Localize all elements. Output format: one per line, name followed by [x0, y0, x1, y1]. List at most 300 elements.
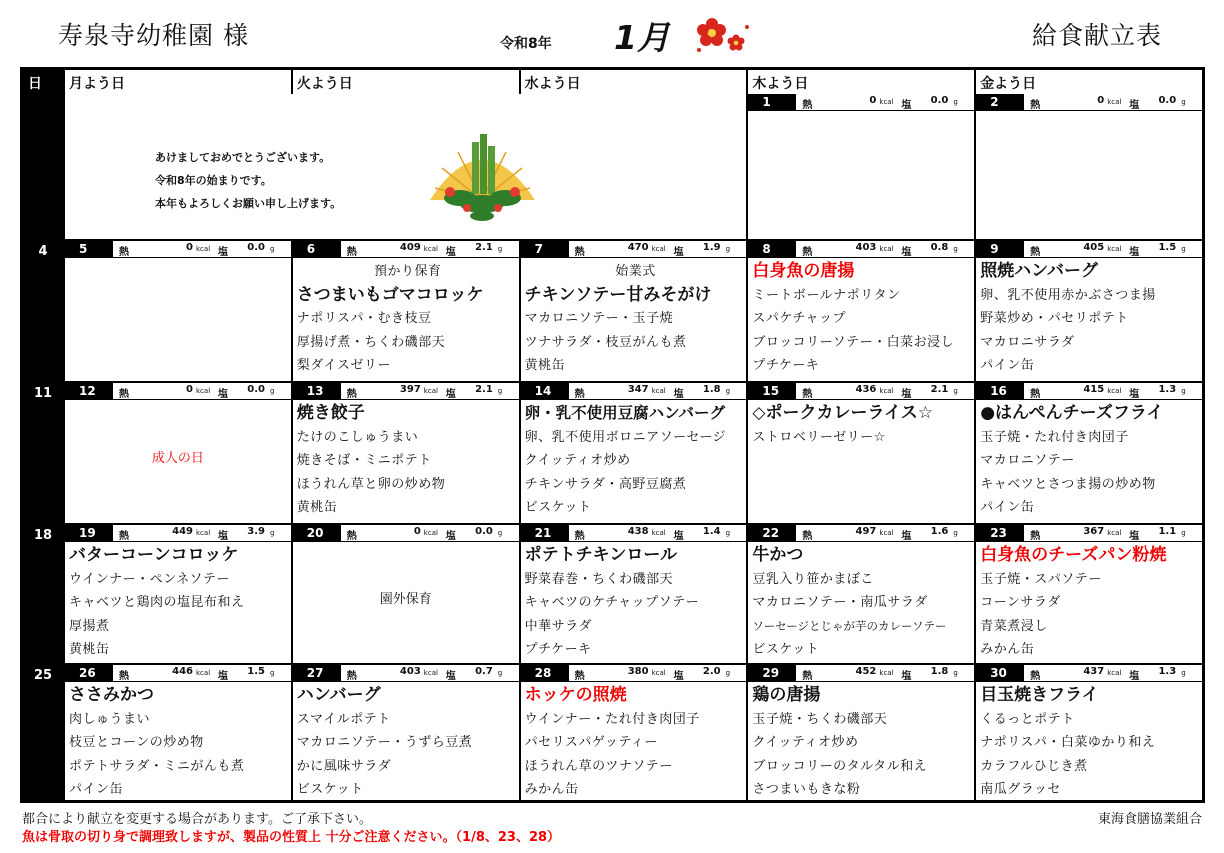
main-dish: 白身魚のチーズパン粉焼	[980, 545, 1167, 565]
main-dish: ホッケの照焼	[524, 685, 627, 705]
salt-label: 塩	[1129, 531, 1140, 542]
day-number: 16	[976, 383, 1024, 399]
kcal-value: 497	[855, 526, 877, 537]
salt-value: 1.4	[702, 526, 721, 537]
salt-label: 塩	[673, 671, 684, 682]
side-dish: 厚揚煮	[69, 618, 110, 634]
kcal-label: 熱	[802, 531, 813, 542]
day-number: 15	[748, 383, 796, 399]
kcal-label: 熱	[1030, 671, 1041, 682]
salt-unit: g	[725, 245, 731, 253]
side-dish: 卵、乳不使用赤かぶさつま揚	[980, 287, 1156, 303]
side-dish: クイッティオ炒め	[524, 453, 631, 468]
kcal-label: 熱	[802, 671, 813, 682]
side-dish: パイン缶	[980, 500, 1035, 515]
side-dish: マカロニソテー・うずら豆煮	[296, 735, 473, 750]
kcal-label: 熱	[574, 389, 585, 400]
week-row	[23, 383, 1202, 523]
kcal-unit: kcal	[1107, 529, 1122, 537]
day-number: 6	[293, 241, 341, 257]
menu-items	[748, 111, 974, 113]
menu-items	[293, 400, 519, 520]
sunday-date: 4	[23, 241, 63, 381]
day-number: 13	[293, 383, 341, 399]
weekday-header-sunday: 日	[23, 70, 63, 94]
day-cell	[291, 665, 519, 800]
nutrition-bar	[521, 665, 747, 682]
kcal-unit: kcal	[651, 245, 666, 253]
nutrition-bar	[521, 241, 747, 258]
menu-items	[748, 542, 974, 662]
day-number: 9	[976, 241, 1024, 257]
greeting-line: 本年もよろしくお願い申し上げます。	[155, 197, 342, 210]
salt-unit: g	[1181, 387, 1186, 395]
salt-label: 塩	[1129, 389, 1140, 400]
kcal-label: 熱	[802, 247, 813, 258]
day-number: 19	[65, 525, 113, 541]
day-number: 7	[521, 241, 569, 257]
side-dish: パイン缶	[69, 782, 124, 797]
kcal-label: 熱	[1030, 531, 1041, 542]
page-header	[0, 0, 1224, 66]
weekday-header: 水よう日	[519, 70, 747, 94]
day-number: 21	[521, 525, 569, 541]
kcal-value: 470	[627, 242, 649, 253]
salt-label: 塩	[673, 247, 684, 258]
salt-unit: g	[953, 245, 958, 253]
salt-unit: g	[953, 669, 958, 677]
kcal-unit: kcal	[196, 245, 211, 253]
kcal-value: 436	[855, 384, 877, 395]
day-cell	[519, 665, 747, 800]
side-dish: ツナサラダ・枝豆がんも煮	[524, 334, 687, 350]
salt-value: 0.0	[247, 242, 265, 253]
side-dish: 黄桃缶	[69, 642, 110, 657]
day-cell	[519, 525, 747, 663]
kcal-unit: kcal	[879, 387, 894, 395]
nutrition-bar	[748, 383, 974, 400]
kcal-value: 449	[172, 526, 193, 537]
side-dish: 玉子焼・スパソテー	[980, 571, 1102, 587]
side-dish: ビスケット	[524, 500, 592, 515]
side-dish: ブロッコリーのタルタル和え	[752, 758, 928, 774]
event-note: 始業式	[615, 264, 656, 279]
salt-value: 0.0	[930, 95, 949, 106]
kcal-unit: kcal	[423, 387, 438, 395]
greeting-text	[155, 146, 341, 215]
main-dish: 焼き餃子	[296, 403, 365, 423]
salt-label: 塩	[218, 247, 228, 258]
side-dish: カラフルひじき煮	[980, 758, 1088, 774]
main-dish: ポテトチキンロール	[524, 545, 678, 565]
salt-value: 1.1	[1158, 526, 1177, 537]
side-dish: ほうれん草のツナソテー	[524, 758, 673, 774]
kcal-value: 0	[869, 95, 877, 106]
salt-value: 2.0	[702, 666, 721, 677]
day-cell	[63, 241, 291, 381]
main-dish: 目玉焼きフライ	[980, 685, 1099, 705]
kcal-label: 熱	[346, 389, 357, 400]
day-number: 22	[748, 525, 796, 541]
salt-unit: g	[497, 387, 503, 395]
kcal-label: 熱	[346, 671, 357, 682]
salt-value: 1.3	[1158, 384, 1177, 395]
day-cell	[974, 665, 1202, 800]
day-number: 23	[976, 525, 1024, 541]
plum-blossom-icon	[690, 14, 754, 54]
salt-label: 塩	[1129, 247, 1140, 258]
organization-name: 東海食膳協業組合	[1097, 812, 1202, 827]
day-number: 20	[293, 525, 341, 541]
side-dish: クイッティオ炒め	[752, 735, 859, 750]
day-number: 8	[748, 241, 796, 257]
salt-value: 0.0	[1158, 95, 1177, 106]
salt-unit: g	[725, 529, 731, 537]
kcal-label: 熱	[802, 100, 813, 111]
footer-note: 都合により献立を変更する場合があります。ご了承下さい。	[22, 812, 372, 827]
main-dish: さつまいもゴマコロッケ	[296, 284, 484, 305]
day-cell	[746, 94, 974, 239]
week-row	[23, 241, 1202, 381]
side-dish: マカロニサラダ	[980, 334, 1075, 350]
day-number: 30	[976, 665, 1024, 681]
menu-items	[976, 542, 1202, 662]
salt-value: 1.8	[930, 666, 949, 677]
month-title: 1月	[614, 18, 670, 57]
salt-unit: g	[1181, 98, 1186, 106]
menu-items	[976, 682, 1202, 800]
side-dish: 厚揚げ煮・ちくわ磯部天	[296, 334, 446, 350]
day-number: 29	[748, 665, 796, 681]
menu-items	[748, 258, 974, 378]
nutrition-bar	[293, 525, 519, 542]
kcal-value: 403	[399, 666, 421, 677]
salt-label: 塩	[901, 247, 912, 258]
salt-value: 1.5	[247, 666, 265, 677]
nutrition-bar	[521, 383, 747, 400]
menu-items	[521, 682, 747, 800]
kcal-value: 380	[627, 666, 649, 677]
side-dish: ナポリスパ・白菜ゆかり和え	[980, 735, 1156, 750]
kcal-unit: kcal	[651, 529, 666, 537]
sunday-date: 25	[23, 665, 63, 800]
salt-value: 0.0	[475, 526, 493, 537]
salt-label: 塩	[445, 531, 456, 542]
kcal-value: 397	[399, 384, 421, 395]
sunday-date: 18	[23, 525, 63, 663]
side-dish: 玉子焼・ちくわ磯部天	[752, 711, 888, 727]
main-dish: チキンソテー甘みそがけ	[524, 284, 712, 305]
nutrition-bar	[65, 241, 291, 258]
nutrition-bar	[521, 525, 747, 542]
nutrition-bar	[976, 665, 1202, 682]
side-dish: 中華サラダ	[524, 618, 592, 634]
side-dish: かに風味サラダ	[296, 758, 392, 774]
weekday-header-row	[23, 70, 1202, 94]
salt-label: 塩	[445, 671, 456, 682]
nutrition-bar	[748, 241, 974, 258]
menu-items	[293, 682, 519, 800]
day-cell	[974, 525, 1202, 663]
menu-calendar	[20, 67, 1205, 803]
kcal-value: 0	[413, 526, 421, 537]
sunday-date: 11	[23, 383, 63, 523]
menu-items	[748, 400, 974, 449]
nutrition-bar	[976, 94, 1202, 111]
nutrition-bar	[748, 665, 974, 682]
kcal-label: 熱	[802, 389, 813, 400]
nutrition-bar	[65, 383, 291, 400]
kcal-unit: kcal	[879, 245, 894, 253]
salt-value: 2.1	[930, 384, 949, 395]
salt-unit: g	[953, 387, 958, 395]
nutrition-bar	[976, 241, 1202, 258]
side-dish: マカロニソテー・玉子焼	[524, 311, 674, 326]
kcal-unit: kcal	[423, 669, 438, 677]
side-dish: ブロッコリーソテー・白菜お浸し	[752, 334, 955, 350]
side-dish: 青菜煮浸し	[980, 618, 1048, 634]
nutrition-bar	[65, 525, 291, 542]
salt-unit: g	[270, 529, 275, 537]
salt-label: 塩	[218, 671, 228, 682]
kcal-value: 446	[172, 666, 193, 677]
kcal-unit: kcal	[196, 387, 211, 395]
kcal-label: 熱	[1030, 100, 1041, 111]
side-dish: パセリスパゲッティー	[524, 735, 658, 750]
side-dish: 肉しゅうまい	[69, 711, 151, 727]
menu-items	[976, 400, 1202, 520]
salt-value: 1.3	[1158, 666, 1177, 677]
special-event-label: 成人の日	[151, 451, 204, 466]
side-dish: みかん缶	[980, 642, 1035, 657]
kcal-unit: kcal	[196, 669, 211, 677]
main-dish: 照焼ハンバーグ	[980, 261, 1098, 281]
salt-label: 塩	[1129, 671, 1140, 682]
era-year: 令和8年	[500, 36, 552, 52]
kcal-label: 熱	[119, 247, 129, 258]
day-cell	[974, 383, 1202, 523]
menu-items	[65, 682, 291, 800]
day-number: 27	[293, 665, 341, 681]
kadomatsu-icon	[420, 130, 545, 222]
salt-label: 塩	[673, 531, 684, 542]
side-dish: 焼きそば・ミニポテト	[296, 453, 432, 468]
salt-value: 1.8	[702, 384, 721, 395]
kcal-label: 熱	[119, 671, 129, 682]
side-dish: ウインナー・ペンネソテー	[69, 571, 230, 587]
document-title: 給食献立表	[1031, 21, 1162, 50]
salt-value: 2.1	[475, 384, 493, 395]
salt-value: 3.9	[247, 526, 265, 537]
side-dish: パイン缶	[980, 358, 1035, 373]
kcal-value: 0	[186, 384, 193, 395]
main-dish: 鶏の唐揚	[752, 685, 821, 705]
side-dish: プチケーキ	[524, 642, 592, 657]
menu-items	[521, 400, 747, 520]
salt-value: 1.9	[702, 242, 721, 253]
kcal-label: 熱	[346, 531, 357, 542]
day-number: 28	[521, 665, 569, 681]
main-dish: ハンバーグ	[296, 685, 381, 705]
kcal-unit: kcal	[651, 669, 666, 677]
menu-items	[293, 258, 519, 378]
side-dish: マカロニソテー	[980, 453, 1075, 468]
kcal-unit: kcal	[196, 529, 211, 537]
day-cell	[291, 525, 519, 663]
side-dish: スパケチャップ	[752, 311, 846, 326]
side-dish: 卵、乳不使用ボロニアソーセージ	[524, 429, 727, 445]
side-dish: 黄桃缶	[524, 358, 566, 373]
nutrition-bar	[976, 383, 1202, 400]
kcal-value: 405	[1083, 242, 1105, 253]
salt-label: 塩	[901, 531, 912, 542]
salt-unit: g	[725, 387, 731, 395]
menu-items	[521, 542, 747, 662]
kcal-value: 437	[1083, 666, 1105, 677]
side-dish: 豆乳入り笹かまぼこ	[752, 571, 874, 587]
kcal-value: 0	[186, 242, 193, 253]
side-dish: 南瓜グラッセ	[980, 782, 1061, 797]
salt-unit: g	[725, 669, 731, 677]
side-dish: ストロベリーゼリー☆	[752, 429, 886, 445]
menu-items	[65, 542, 291, 662]
side-dish: ビスケット	[752, 642, 820, 657]
nutrition-bar	[293, 383, 519, 400]
salt-unit: g	[270, 669, 275, 677]
kcal-label: 熱	[574, 247, 585, 258]
menu-items	[65, 258, 291, 260]
salt-label: 塩	[445, 247, 456, 258]
main-dish: 牛かつ	[752, 545, 804, 565]
nutrition-bar	[65, 665, 291, 682]
day-number: 2	[976, 94, 1024, 110]
day-cell	[63, 383, 291, 523]
menu-items	[976, 258, 1202, 378]
side-dish: コーンサラダ	[980, 595, 1061, 610]
side-dish: 野菜春巻・ちくわ磯部天	[524, 571, 674, 587]
side-dish: 梨ダイスゼリー	[296, 358, 391, 373]
side-dish: ナポリスパ・むき枝豆	[296, 311, 432, 326]
day-cell	[519, 241, 747, 381]
main-dish: バターコーンコロッケ	[69, 545, 239, 565]
day-cell	[746, 241, 974, 381]
kcal-value: 409	[399, 242, 421, 253]
side-dish: 枝豆とコーンの炒め物	[69, 735, 204, 750]
kcal-unit: kcal	[423, 529, 438, 537]
day-cell	[974, 94, 1202, 239]
salt-value: 0.0	[247, 384, 265, 395]
main-dish: 白身魚の唐揚	[752, 261, 855, 281]
week-row	[23, 94, 1202, 239]
salt-label: 塩	[901, 100, 912, 111]
salt-value: 0.8	[930, 242, 949, 253]
kcal-value: 403	[855, 242, 877, 253]
kcal-unit: kcal	[1107, 669, 1122, 677]
day-number: 5	[65, 241, 113, 257]
salt-unit: g	[270, 245, 275, 253]
day-cell	[291, 383, 519, 523]
side-dish: ウインナー・たれ付き肉団子	[524, 711, 700, 727]
side-dish: チキンサラダ・高野豆腐煮	[524, 476, 687, 492]
salt-unit: g	[1181, 669, 1186, 677]
side-dish: たけのこしゅうまい	[296, 429, 419, 445]
day-number: 26	[65, 665, 113, 681]
greeting-line: 令和8年の始まりです。	[155, 174, 272, 187]
salt-label: 塩	[901, 389, 912, 400]
side-dish: 玉子焼・たれ付き肉団子	[980, 429, 1129, 445]
kcal-value: 438	[627, 526, 649, 537]
main-dish: 卵・乳不使用豆腐ハンバーグ	[524, 404, 726, 422]
day-number: 14	[521, 383, 569, 399]
kcal-unit: kcal	[1107, 98, 1122, 106]
menu-items	[748, 682, 974, 800]
side-dish: ソーセージとじゃが芋のカレーソテー	[752, 618, 947, 633]
weekday-header: 木よう日	[746, 70, 974, 94]
weekday-header: 火よう日	[291, 70, 519, 94]
kcal-value: 0	[1097, 95, 1105, 106]
side-dish: さつまいもきな粉	[752, 782, 861, 797]
nutrition-bar	[748, 525, 974, 542]
event-note: 預かり保育	[373, 264, 442, 279]
kcal-label: 熱	[1030, 389, 1041, 400]
nutrition-bar	[976, 525, 1202, 542]
day-cell	[63, 525, 291, 663]
kcal-label: 熱	[574, 531, 585, 542]
kcal-value: 347	[627, 384, 649, 395]
salt-value: 0.7	[475, 666, 493, 677]
side-dish: キャベツと鶏肉の塩昆布和え	[69, 595, 245, 610]
kcal-unit: kcal	[879, 529, 894, 537]
main-dish: ささみかつ	[69, 685, 154, 705]
side-dish: 黄桃缶	[296, 500, 338, 515]
main-dish: ●はんぺんチーズフライ	[980, 403, 1164, 423]
weekday-header: 月よう日	[63, 70, 291, 94]
salt-unit: g	[953, 98, 958, 106]
day-cell	[63, 665, 291, 800]
kcal-label: 熱	[119, 389, 129, 400]
salt-unit: g	[1181, 245, 1186, 253]
salt-unit: g	[497, 529, 503, 537]
side-dish: ほうれん草と卵の炒め物	[296, 476, 446, 492]
side-dish: ミートボールナポリタン	[752, 287, 901, 303]
kcal-unit: kcal	[879, 669, 894, 677]
kcal-unit: kcal	[1107, 245, 1122, 253]
side-dish: キャベツとさつま揚の炒め物	[980, 476, 1156, 492]
side-dish: ポテトサラダ・ミニがんも煮	[69, 758, 245, 774]
kcal-unit: kcal	[879, 98, 894, 106]
salt-value: 1.6	[930, 526, 949, 537]
day-cell	[974, 241, 1202, 381]
salt-label: 塩	[901, 671, 912, 682]
salt-value: 1.5	[1158, 242, 1177, 253]
salt-value: 2.1	[475, 242, 493, 253]
menu-items	[976, 111, 1202, 113]
salt-unit: g	[1181, 529, 1186, 537]
salt-unit: g	[497, 669, 503, 677]
side-dish: スマイルポテト	[296, 711, 391, 727]
day-cell	[746, 383, 974, 523]
kcal-value: 367	[1083, 526, 1105, 537]
sunday-date	[23, 94, 63, 239]
side-dish: くるっとポテト	[980, 711, 1075, 727]
main-dish: ◇ポークカレーライス☆	[752, 403, 934, 423]
salt-unit: g	[270, 387, 275, 395]
weekday-header: 金よう日	[974, 70, 1202, 94]
side-dish: キャベツのケチャップソテー	[524, 595, 700, 610]
kcal-unit: kcal	[423, 245, 438, 253]
nutrition-bar	[293, 665, 519, 682]
kcal-unit: kcal	[651, 387, 666, 395]
